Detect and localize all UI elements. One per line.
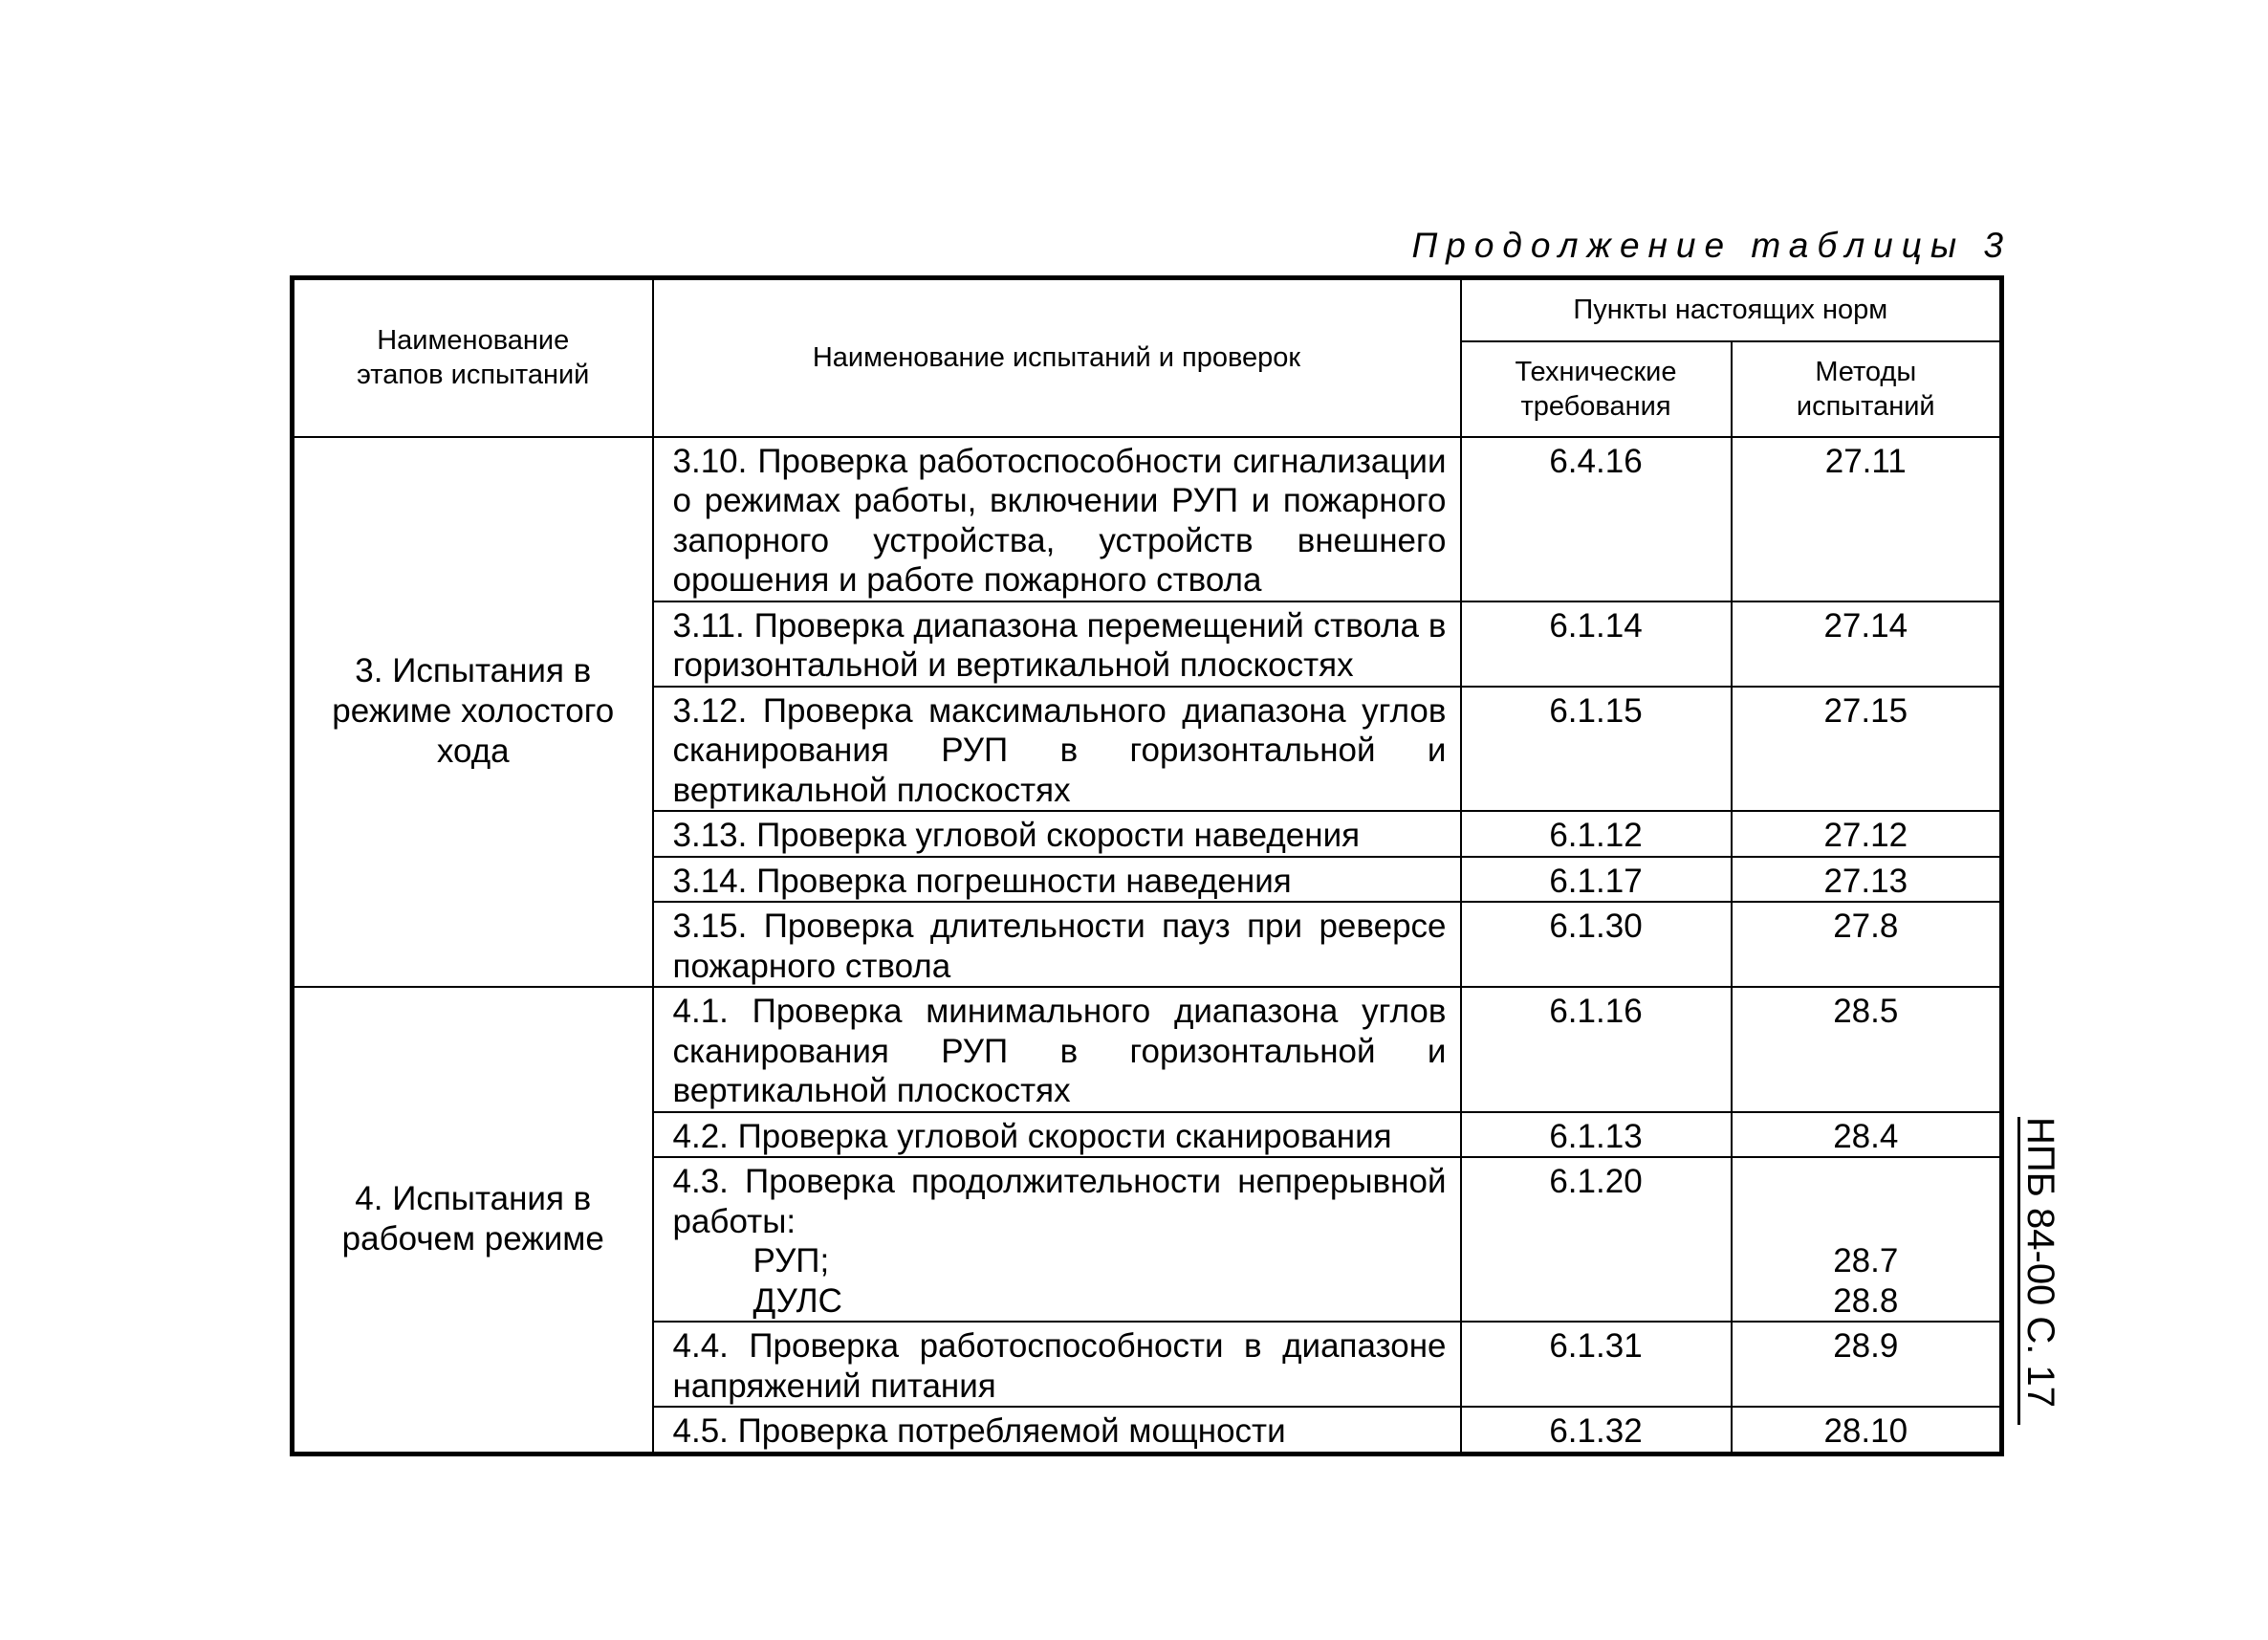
header-stage: Наименование этапов испытаний bbox=[293, 278, 653, 437]
tech-ref: 6.1.15 bbox=[1461, 687, 1732, 812]
method-ref: 27.12 bbox=[1732, 811, 2002, 857]
method-ref: 27.13 bbox=[1732, 857, 2002, 903]
tech-ref: 6.4.16 bbox=[1461, 437, 1732, 601]
test-name: 4.1. Проверка минимального диапазона углов сканирования РУП в горизонтальной и вертикальной плоскостях bbox=[653, 987, 1461, 1112]
test-name: 4.5. Проверка потребляемой мощности bbox=[653, 1407, 1461, 1454]
tech-ref: 6.1.32 bbox=[1461, 1407, 1732, 1454]
tech-ref: 6.1.14 bbox=[1461, 601, 1732, 687]
tests-table bbox=[290, 275, 2004, 1456]
method-ref: 28.9 bbox=[1732, 1322, 2002, 1407]
method-ref: 27.15 bbox=[1732, 687, 2002, 812]
test-name: 3.14. Проверка погрешности наведения bbox=[653, 857, 1461, 903]
stage-cell: 3. Испытания в режиме холостого хода bbox=[293, 437, 653, 988]
method-ref: 28.7 bbox=[1833, 1242, 1899, 1279]
test-name: 4.4. Проверка работоспособности в диапазоне напряжений питания bbox=[653, 1322, 1461, 1407]
table-row bbox=[293, 987, 2002, 1112]
tech-ref: 6.1.13 bbox=[1461, 1112, 1732, 1158]
stage-cell: 4. Испытания в рабочем режиме bbox=[293, 987, 653, 1454]
tech-ref: 6.1.12 bbox=[1461, 811, 1732, 857]
tech-ref: 6.1.20 bbox=[1461, 1157, 1732, 1322]
test-name: 3.10. Проверка работоспособности сигнализации о режимах работы, включении РУП и пожарного запорного устройства, устройств внешнего орошения и работе пожарного ствола bbox=[653, 437, 1461, 601]
method-ref: 27.8 bbox=[1732, 902, 2002, 987]
tech-ref: 6.1.31 bbox=[1461, 1322, 1732, 1407]
tech-ref: 6.1.16 bbox=[1461, 987, 1732, 1112]
test-name: 3.11. Проверка диапазона перемещений ствола в горизонтальной и вертикальной плоскостях bbox=[653, 601, 1461, 687]
test-name-cell bbox=[653, 1157, 1461, 1322]
header-methods: Методы испытаний bbox=[1732, 341, 2002, 437]
method-ref: 28.8 bbox=[1833, 1281, 1899, 1320]
method-ref: 28.5 bbox=[1732, 987, 2002, 1112]
test-name: 3.15. Проверка длительности пауз при реверсе пожарного ствола bbox=[653, 902, 1461, 987]
test-name: 4.3. Проверка продолжительности непрерывной работы: bbox=[672, 1163, 1447, 1240]
sub-item: ДУЛС bbox=[752, 1281, 842, 1320]
table-caption: Продолжение таблицы 3 bbox=[1411, 226, 2012, 265]
table-container bbox=[290, 275, 1999, 1456]
header-test: Наименование испытаний и проверок bbox=[653, 278, 1461, 437]
table-row bbox=[293, 437, 2002, 601]
test-name: 3.13. Проверка угловой скорости наведения bbox=[653, 811, 1461, 857]
sub-item: РУП; bbox=[752, 1242, 830, 1279]
method-ref-cell bbox=[1732, 1157, 2002, 1322]
tech-ref: 6.1.17 bbox=[1461, 857, 1732, 903]
method-ref: 27.14 bbox=[1732, 601, 2002, 687]
header-tech: Технические требования bbox=[1461, 341, 1732, 437]
test-name: 4.2. Проверка угловой скорости сканирования bbox=[653, 1112, 1461, 1158]
page-side-label bbox=[2017, 1117, 2065, 1423]
method-ref: 27.11 bbox=[1732, 437, 2002, 601]
method-ref: 28.4 bbox=[1732, 1112, 2002, 1158]
method-ref: 28.10 bbox=[1732, 1407, 2002, 1454]
tech-ref: 6.1.30 bbox=[1461, 902, 1732, 987]
test-name: 3.12. Проверка максимального диапазона углов сканирования РУП в горизонтальной и вертикальной плоскостях bbox=[653, 687, 1461, 812]
header-group: Пункты настоящих норм bbox=[1461, 278, 2002, 341]
document-reference: НПБ 84-00 С. 17 bbox=[2019, 1117, 2061, 1409]
